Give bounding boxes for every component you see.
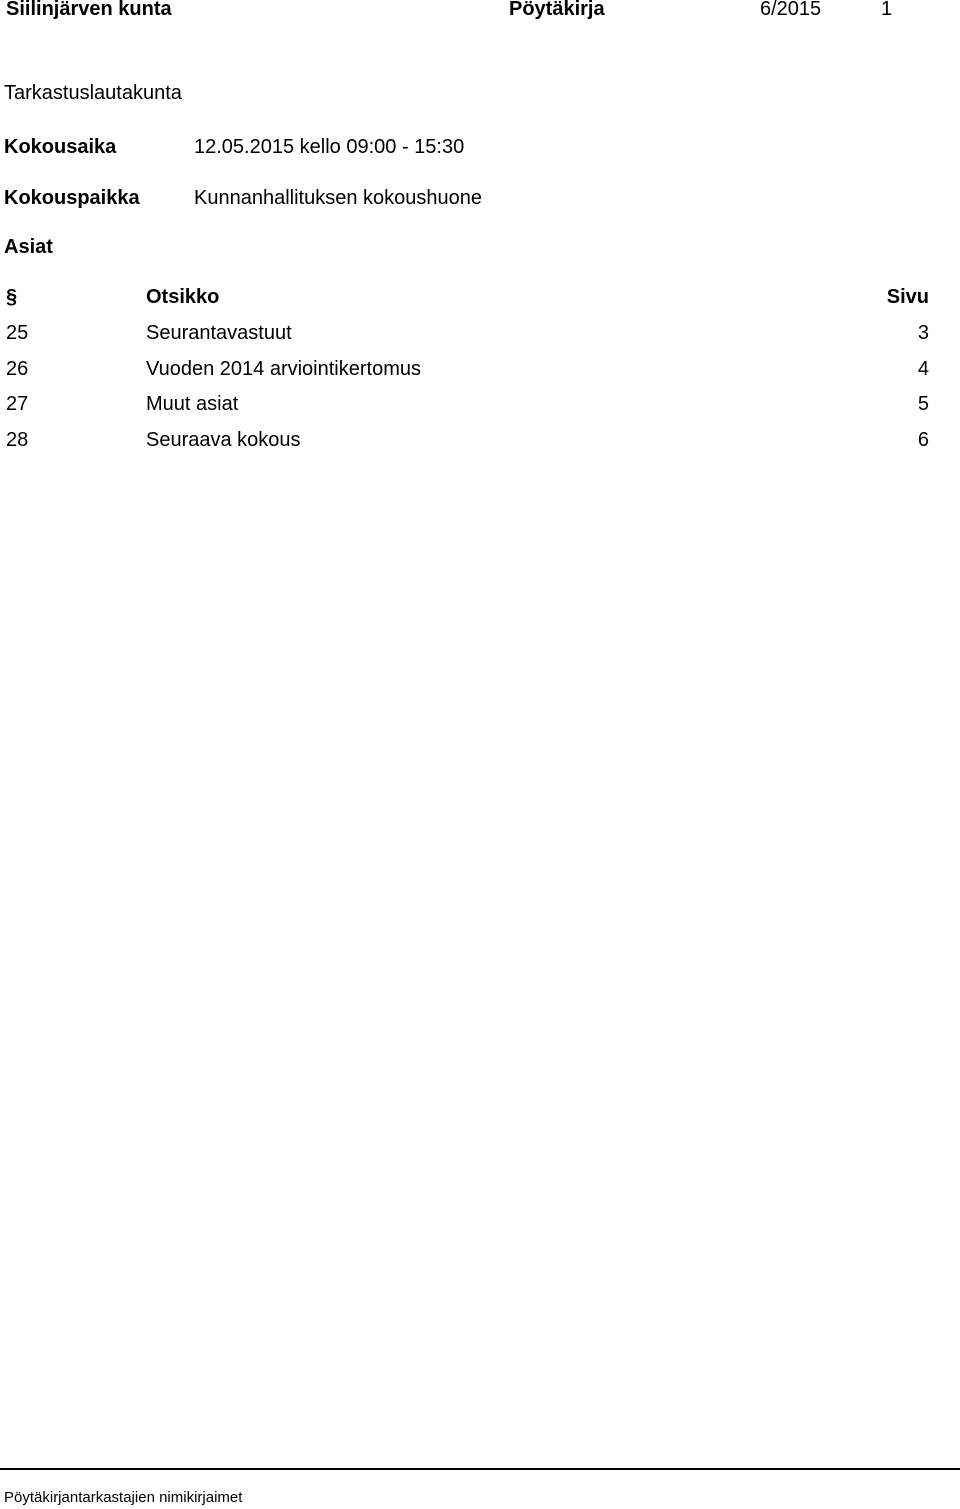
meeting-place-value: Kunnanhallituksen kokoushuone — [194, 187, 482, 209]
agenda-item-page: 6 — [917, 428, 929, 451]
agenda-item-title: Seuraava kokous — [146, 428, 301, 451]
agenda-item — [0, 322, 960, 358]
document-type: Pöytäkirja — [509, 0, 605, 20]
meeting-place-label: Kokouspaikka — [4, 187, 140, 209]
column-header-page: Sivu — [886, 286, 929, 308]
minutes-number: 6/2015 — [760, 0, 822, 20]
column-header-title: Otsikko — [146, 286, 220, 308]
agenda-header-row — [0, 286, 960, 322]
agenda-item-title: Muut asiat — [146, 393, 239, 415]
meeting-time-label: Kokousaika — [4, 136, 117, 158]
agenda-item-number: 26 — [6, 357, 29, 380]
board-name: Tarkastuslautakunta — [4, 82, 182, 104]
meeting-time-value: 12.05.2015 kello 09:00 - 15:30 — [194, 136, 465, 158]
agenda-item-page: 3 — [917, 322, 929, 344]
agenda-table — [0, 286, 960, 464]
agenda-item-page: 4 — [917, 357, 929, 380]
agenda-item-page: 5 — [917, 393, 929, 415]
footer-initials-label: Pöytäkirjantarkastajien nimikirjaimet — [4, 1489, 243, 1506]
agenda-item-number: 28 — [6, 428, 29, 451]
agenda-item — [0, 429, 960, 465]
column-header-number: § — [6, 286, 18, 308]
agenda-item-number: 25 — [6, 322, 29, 344]
page-number: 1 — [881, 0, 893, 20]
organization-name: Siilinjärven kunta — [6, 0, 172, 20]
agenda-section-label: Asiat — [4, 236, 53, 258]
agenda-item-title: Seurantavastuut — [146, 322, 292, 344]
agenda-item — [0, 393, 960, 429]
agenda-item-number: 27 — [6, 393, 29, 415]
footer-divider — [0, 1468, 960, 1470]
agenda-item — [0, 358, 960, 394]
agenda-item-title: Vuoden 2014 arviointikertomus — [146, 357, 421, 380]
